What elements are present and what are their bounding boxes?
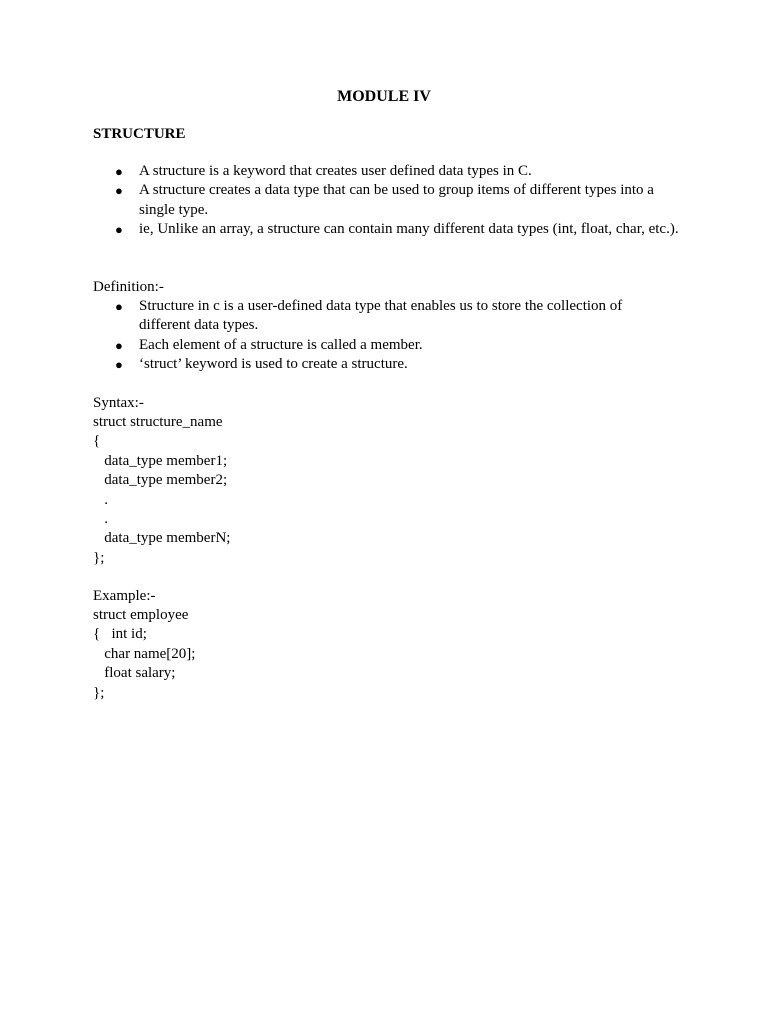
example-code-block bbox=[93, 606, 195, 703]
definition-label: Definition:- bbox=[93, 279, 164, 295]
list-item-text: ‘struct’ keyword is used to create a structure. bbox=[139, 356, 408, 373]
code-line: struct employee bbox=[93, 607, 189, 623]
code-line: data_type member1; bbox=[93, 452, 228, 469]
example-label: Example:- bbox=[93, 588, 156, 604]
definition-bullet-list bbox=[93, 297, 653, 375]
code-line: . bbox=[93, 511, 108, 528]
list-item bbox=[93, 220, 683, 239]
code-line: { int id; bbox=[93, 626, 147, 643]
list-item bbox=[93, 162, 683, 181]
list-item bbox=[93, 355, 653, 374]
bullet-icon: ● bbox=[115, 183, 123, 199]
page-title: MODULE IV bbox=[337, 88, 431, 105]
bullet-icon: ● bbox=[115, 357, 123, 373]
code-line: }; bbox=[93, 684, 105, 701]
code-line: float salary; bbox=[93, 665, 176, 682]
list-item-text: A structure creates a data type that can be used to group items of different types into a single type. bbox=[139, 182, 654, 218]
code-line: data_type member2; bbox=[93, 472, 228, 489]
code-line: }; bbox=[93, 549, 105, 566]
list-item-text: A structure is a keyword that creates user defined data types in C. bbox=[139, 163, 532, 179]
syntax-label: Syntax:- bbox=[93, 395, 144, 411]
bullet-icon: ● bbox=[115, 164, 123, 179]
structure-bullet-list bbox=[93, 162, 683, 240]
list-item-text: Structure in c is a user-defined data type that enables us to store the collection of different data types. bbox=[139, 298, 623, 334]
list-item bbox=[93, 297, 653, 336]
code-line: { bbox=[93, 433, 101, 450]
section-heading-structure: STRUCTURE bbox=[93, 126, 186, 142]
list-item bbox=[93, 181, 683, 220]
code-line: . bbox=[93, 491, 108, 508]
list-item-text: ie, Unlike an array, a structure can contain many different data types (int, float, char, etc.). bbox=[139, 221, 679, 238]
bullet-icon: ● bbox=[115, 222, 123, 238]
bullet-icon: ● bbox=[115, 337, 123, 353]
code-line: struct structure_name bbox=[93, 414, 223, 430]
bullet-icon: ● bbox=[115, 299, 123, 314]
syntax-code-block bbox=[93, 413, 230, 568]
list-item bbox=[93, 336, 653, 355]
code-line: char name[20]; bbox=[93, 645, 196, 662]
list-item-text: Each element of a structure is called a member. bbox=[139, 336, 423, 353]
code-line: data_type memberN; bbox=[93, 530, 231, 547]
